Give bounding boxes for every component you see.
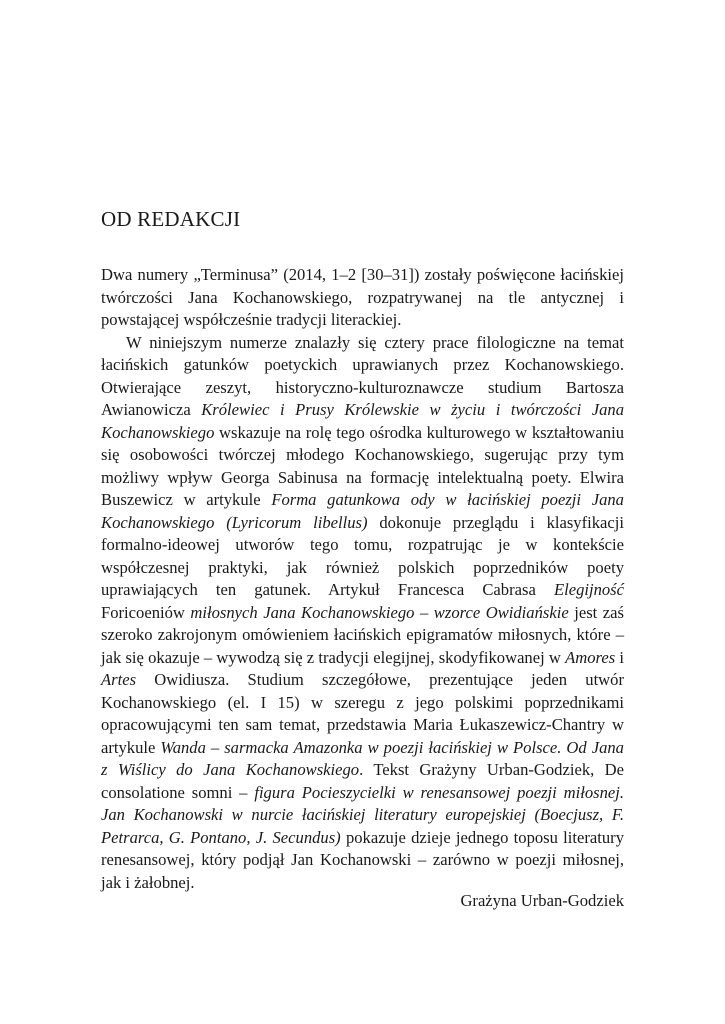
text-segment: W niniejszym numerze znalazły się cztery prace filologiczne na temat łacińskich gatunków poetyckich uprawianych przez Kochanowskiego. Otwierające zeszyt, historyczno-kulturoznawcze studium Bartosza Awianowicza (101, 332, 624, 419)
paragraph-intro: Dwa numery „Terminusa” (2014, 1–2 [30–31]) zostały poświęcone łacińskiej twórczości Jana Kochanowskiego, rozpatrywanej na tle antycznej i powstającej współcześnie tradycji literackiej. (101, 265, 624, 329)
text-segment: jest zaś szeroko zakrojonym omówieniem łacińskich epigramatów miłosnych, które – jak się okazuje – wywodzą się z tradycji elegijnej, skodyfikowanej w (101, 602, 624, 667)
text-segment: Foricoeniów (101, 602, 191, 622)
text-segment: wskazuje na rolę tego ośrodka kulturowego w kształtowaniu się osobowości twórczej młodego Kochanowskiego, sugerując przy tym możliwy wpływ Georga Sabinusa na formację intelektualną poety. Elwira Buszewicz w artykule (101, 422, 624, 509)
text-segment: i (615, 647, 624, 667)
section-heading: OD REDAKCJI (101, 207, 241, 231)
text-segment: Owidiusza. Studium szczegółowe, prezentujące jeden utwór Kochanowskiego (el. I 15) w szeregu z jego polskimi poprzednikami opracowującymi ten sam temat, przedstawia Maria Łukaszewicz-Chantry w artykule (101, 670, 624, 757)
text-segment: dokonuje przeglądu i klasyfikacji formalno-ideowej utworów tego tomu, rozpatrując je w kontekście współczesnej praktyki, jak również polskich poprzedników poety uprawiających ten gatunek. Artykuł Francesca Cabrasa (101, 512, 624, 599)
paragraph-overview (101, 332, 624, 895)
text-segment: . Tekst Grażyny Urban-Godziek, De consolatione somni – (101, 760, 624, 802)
title-urban-godziek: figura Pocieszycielki w renesansowej poezji miłosnej. Jan Kochanowski w nurcie łacińskiej literatury europejskiej (Boecjusz, F. Petrarca, G. Pontano, J. Secundus) (101, 782, 624, 847)
title-amores: Amores (565, 647, 616, 667)
body-text (101, 264, 624, 894)
title-cabras-part1: Elegijność (553, 580, 624, 599)
title-awianowicz: Królewiec i Prusy Królewskie w życiu i twórczości Jana Kochanowskiego (101, 400, 624, 442)
text-segment: pokazuje dzieje jednego toposu literatury renesansowej, który podjął Jan Kochanowski – zarówno w poezji miłosnej, jak i żałobnej. (101, 827, 624, 892)
title-buszewicz: Forma gatunkowa ody w łacińskiej poezji Jana Kochanowskiego (Lyricorum libellus) (101, 490, 624, 532)
author-signature: Grażyna Urban-Godziek (460, 891, 624, 910)
title-cabras-part2: miłosnych Jana Kochanowskiego – wzorce Owidiańskie (190, 602, 569, 622)
title-artes: Artes (101, 670, 137, 689)
title-lukaszewicz: Wanda – sarmacka Amazonka w poezji łacińskiej w Polsce. Od Jana z Wiślicy do Jana Kochanowskiego (101, 737, 624, 779)
